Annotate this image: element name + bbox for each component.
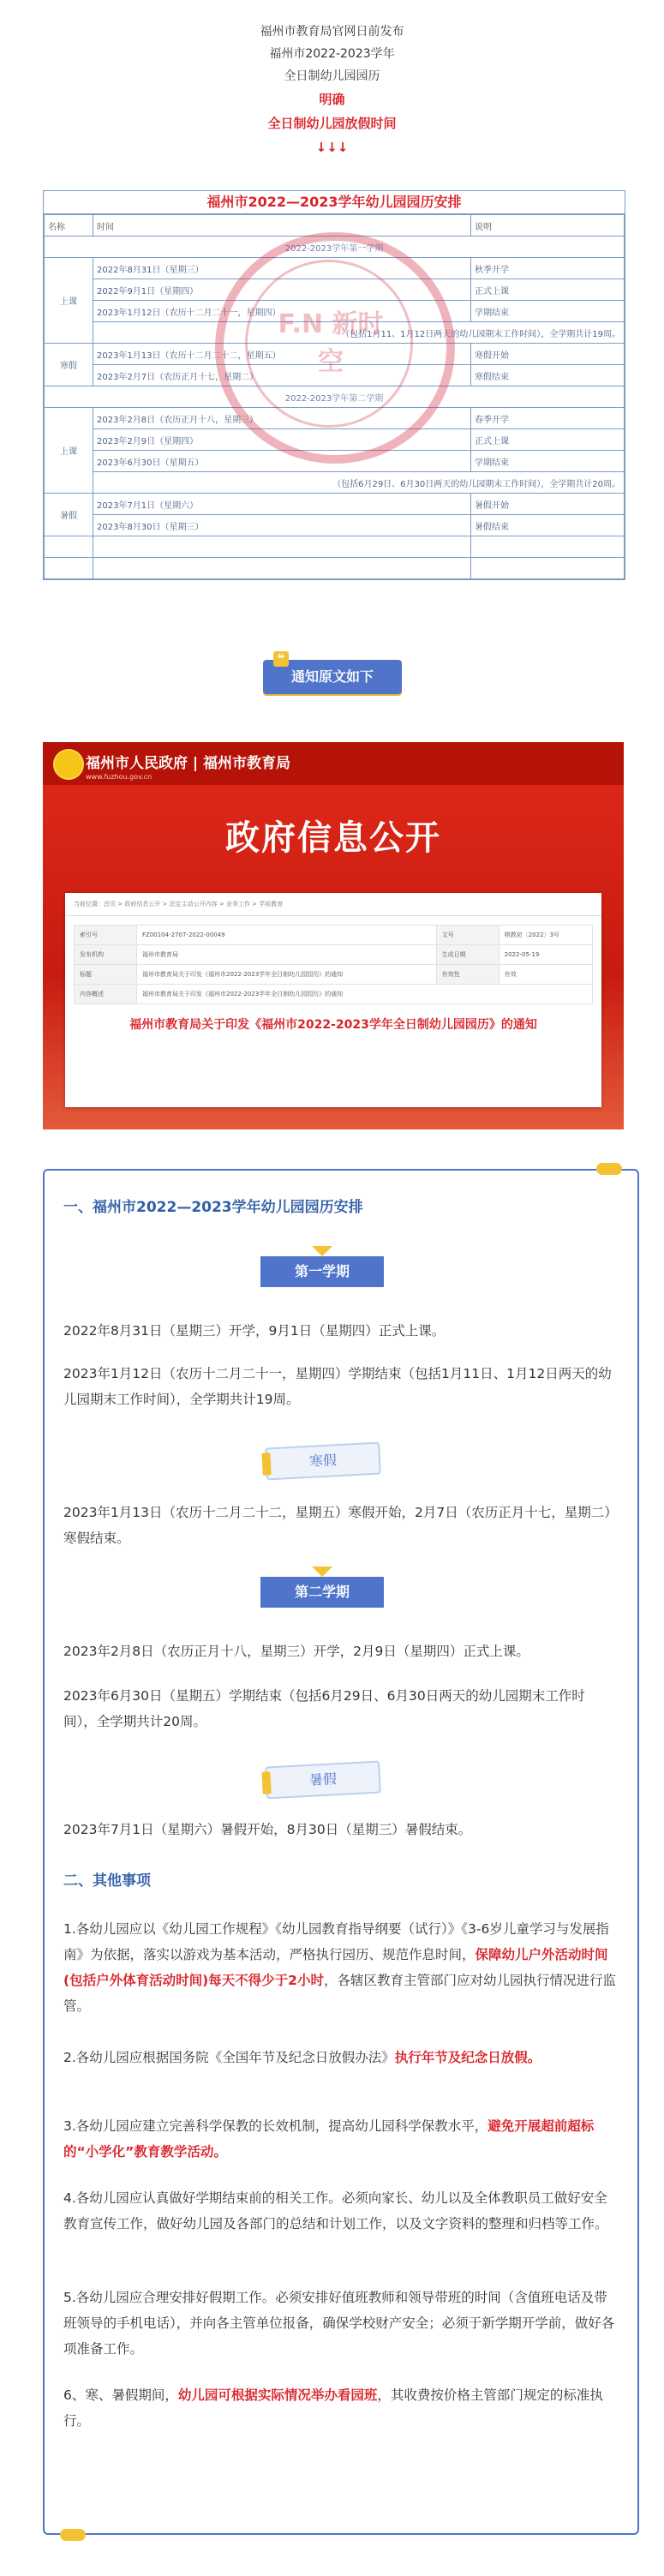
paragraph: 2023年6月30日（星期五）学期结束（包括6月29日、6月30日两天的幼儿园期末工作时间），全学期共计20周。 (63, 1688, 585, 1729)
empty-cell (471, 558, 625, 579)
notice-original-button (263, 652, 402, 694)
table-cell: 正式上课 (471, 429, 625, 451)
table-cell: 暑假结束 (471, 515, 625, 536)
paragraph: 2023年1月12日（农历十二月二十一，星期四）学期结束（包括1月11日、1月12日两天的幼儿园期末工作时间），全学期共计19周。 (63, 1366, 612, 1407)
table-cell: 2023年2月9日（星期四） (93, 429, 471, 451)
info-value: 福州市教育局关于印发《福州市2022-2023学年全日制幼儿园园历》的通知 (137, 985, 593, 1004)
info-value: 有效 (499, 965, 592, 985)
intro-line-4: 明确 (319, 92, 345, 107)
document-title: 福州市教育局关于印发《福州市2022-2023学年全日制幼儿园园历》的通知 (129, 1018, 537, 1032)
info-key: 有效性 (436, 965, 499, 985)
watermark-stamp-text: F.N 新时空 (278, 309, 384, 377)
header-time: 时间 (93, 215, 471, 237)
info-value: FZ00104-2707-2022-00049 (137, 926, 437, 945)
quote-icon: ❝ (273, 651, 289, 667)
header-note: 说明 (471, 215, 625, 237)
item-5: 5.各幼儿园应合理安排好假期工作。必须安排好值班教师和领导带班的时间（含值班电话及带班领导的手机电话），并向各主管单位报备，确保学校财产安全；必须于新学期开学前，做好各项准备工作。 (63, 2290, 615, 2357)
table-cell: 2023年8月30日（星期三） (93, 515, 471, 536)
table-cell: 暑假开始 (471, 494, 625, 515)
semester-2-label: 2022-2023学年第二学期 (45, 386, 625, 408)
empty-cell (45, 558, 93, 579)
table-cell: 2023年7月1日（星期六） (93, 494, 471, 515)
info-key: 标题 (75, 965, 137, 985)
banner-title: 政府信息公开 (225, 818, 441, 858)
info-key: 内容概述 (75, 985, 137, 1004)
table-cell: 春季开学 (471, 408, 625, 429)
table-cell: 2023年2月7日（农历正月十七，星期二） (93, 365, 471, 386)
table-cell: 寒假开始 (471, 344, 625, 365)
item-4: 4.各幼儿园应认真做好学期结束前的相关工作。必须向家长、幼儿以及全体教职员工做好安全教育宣传工作，做好幼儿园及各部门的总结和计划工作，以及文字资料的整理和归档等工作。 (63, 2190, 608, 2232)
info-key: 发布机构 (75, 945, 137, 965)
item-1-highlight: 保障幼儿户外活动时间(包括户外体育活动时间)每天不得少于2小时 (63, 1947, 608, 1988)
intro-line-5: 全日制幼儿园放假时间 (267, 116, 397, 131)
paragraph: 2023年7月1日（星期六）暑假开始，8月30日（星期三）暑假结束。 (63, 1822, 472, 1837)
intro-block (0, 21, 664, 159)
semester-1-label: 2022-2023学年第一学期 (45, 237, 625, 258)
calendar-table (43, 190, 625, 580)
item-1-text: 1.各幼儿园应以《幼儿园工作规程》《幼儿园教育指导纲要（试行）》《3-6岁儿童学习与发展指南》为依据，落实以游戏为基本活动，严格执行园历、规范作息时间， (63, 1921, 609, 1962)
info-value: 福州市教育局 (137, 945, 437, 965)
intro-line-2: 福州市2022-2023学年 (269, 47, 395, 61)
table-cell: 学期结束 (471, 301, 625, 322)
table-cell: 2023年6月30日（星期五） (93, 451, 471, 472)
table-cell: 上课 (45, 408, 93, 494)
info-value: 福州市教育局关于印发《福州市2022-2023学年全日制幼儿园园历》的通知 (137, 965, 437, 985)
item-3-highlight: 避免开展超前超标的“小学化”教育教学活动。 (63, 2118, 595, 2160)
table-cell: 2023年2月8日（农历正月十八，星期三） (93, 408, 471, 429)
info-value: 榕教初〔2022〕3号 (499, 926, 592, 945)
notice-original-label: 通知原文如下 (290, 668, 374, 685)
item-2 (63, 2045, 617, 2070)
info-table (74, 925, 593, 1004)
table-cell: 秋季开学 (471, 258, 625, 279)
paragraph: 2023年1月13日（农历十二月二十二，星期五）寒假开始，2月7日（农历正月十七，星期二）寒假结束。 (63, 1505, 612, 1546)
tag-winter-break: 寒假 (265, 1442, 381, 1481)
intro-line-1: 福州市教育局官网日前发布 (260, 25, 404, 39)
info-key: 生成日期 (436, 945, 499, 965)
paragraph: 2022年8月31日（星期三）开学，9月1日（星期四）正式上课。 (63, 1323, 446, 1339)
item-1-tail: ，各辖区教育主管部门应对幼儿园执行情况进行监管。 (63, 1973, 616, 2014)
intro-arrows: ↓↓↓ (315, 140, 349, 155)
section-1-heading: 一、福州市2022—2023学年幼儿园园历安排 (63, 1199, 363, 1216)
table-cell: 寒假 (45, 344, 93, 386)
item-1 (63, 1916, 617, 2019)
tag-semester-2: 第二学期 (260, 1577, 384, 1608)
banner-url: www.fuzhou.gov.cn (86, 773, 153, 781)
decor-dot (60, 2529, 86, 2541)
decor-dot (596, 1163, 622, 1175)
empty-cell (471, 536, 625, 558)
article-card (43, 1169, 639, 2535)
item-6-highlight: 幼儿园可根据实际情况举办看园班 (177, 2387, 378, 2403)
empty-cell (93, 558, 471, 579)
table-cell: 2023年1月13日（农历十二月二十二，星期五） (93, 344, 471, 365)
item-2-highlight: 执行年节及纪念日放假。 (394, 2050, 541, 2065)
paragraph: 2023年2月8日（农历正月十八，星期三）开学，2月9日（星期四）正式上课。 (63, 1644, 529, 1659)
info-value: 2022-05-19 (499, 945, 592, 965)
national-emblem-icon (53, 749, 84, 780)
section-2-heading: 二、其他事项 (63, 1872, 151, 1890)
header-name: 名称 (45, 215, 93, 237)
empty-cell (93, 536, 471, 558)
table-cell: 上课 (45, 258, 93, 344)
tag-semester-1: 第一学期 (260, 1256, 384, 1287)
item-3 (63, 2113, 617, 2165)
table-cell: （包括6月29日、6月30日两天的幼儿园期末工作时间），全学期共计20周。 (93, 472, 625, 494)
table-cell: （包括1月11、1月12日两天的幼儿园期末工作时间），全学期共计19周。 (93, 322, 625, 344)
item-3-text: 3.各幼儿园应建立完善科学保教的长效机制，提高幼儿园科学保教水平， (63, 2118, 488, 2134)
item-6-tail: ，其收费按价格主管部门规定的标准执行。 (63, 2387, 603, 2429)
info-key: 索引号 (75, 926, 137, 945)
banner-header-text: 福州市人民政府 | 福州市教育局 (86, 755, 291, 772)
table-cell: 2023年1月12日（农历十二月二十一，星期四） (93, 301, 471, 322)
item-6 (63, 2382, 617, 2434)
calendar-title: 福州市2022—2023学年幼儿园园历安排 (44, 191, 625, 214)
table-cell: 寒假结束 (471, 365, 625, 386)
gov-banner-image (43, 742, 624, 1129)
item-6-text: 6、寒、暑假期间， (63, 2387, 178, 2403)
intro-line-3: 全日制幼儿园园历 (284, 69, 380, 83)
empty-cell (45, 536, 93, 558)
table-cell: 2022年8月31日（星期三） (93, 258, 471, 279)
info-sheet (65, 893, 601, 1107)
table-cell: 2022年9月1日（星期四） (93, 279, 471, 301)
tag-summer-break: 暑假 (265, 1761, 381, 1800)
breadcrumb: 当前位置：首页 > 政府信息公开 > 法定主动公开内容 > 业务工作 > 学前教育 (65, 893, 601, 916)
table-cell: 暑假 (45, 494, 93, 536)
info-key: 文号 (436, 926, 499, 945)
table-cell: 学期结束 (471, 451, 625, 472)
item-2-text: 2.各幼儿园应根据国务院《全国年节及纪念日放假办法》 (63, 2050, 395, 2065)
table-cell: 正式上课 (471, 279, 625, 301)
